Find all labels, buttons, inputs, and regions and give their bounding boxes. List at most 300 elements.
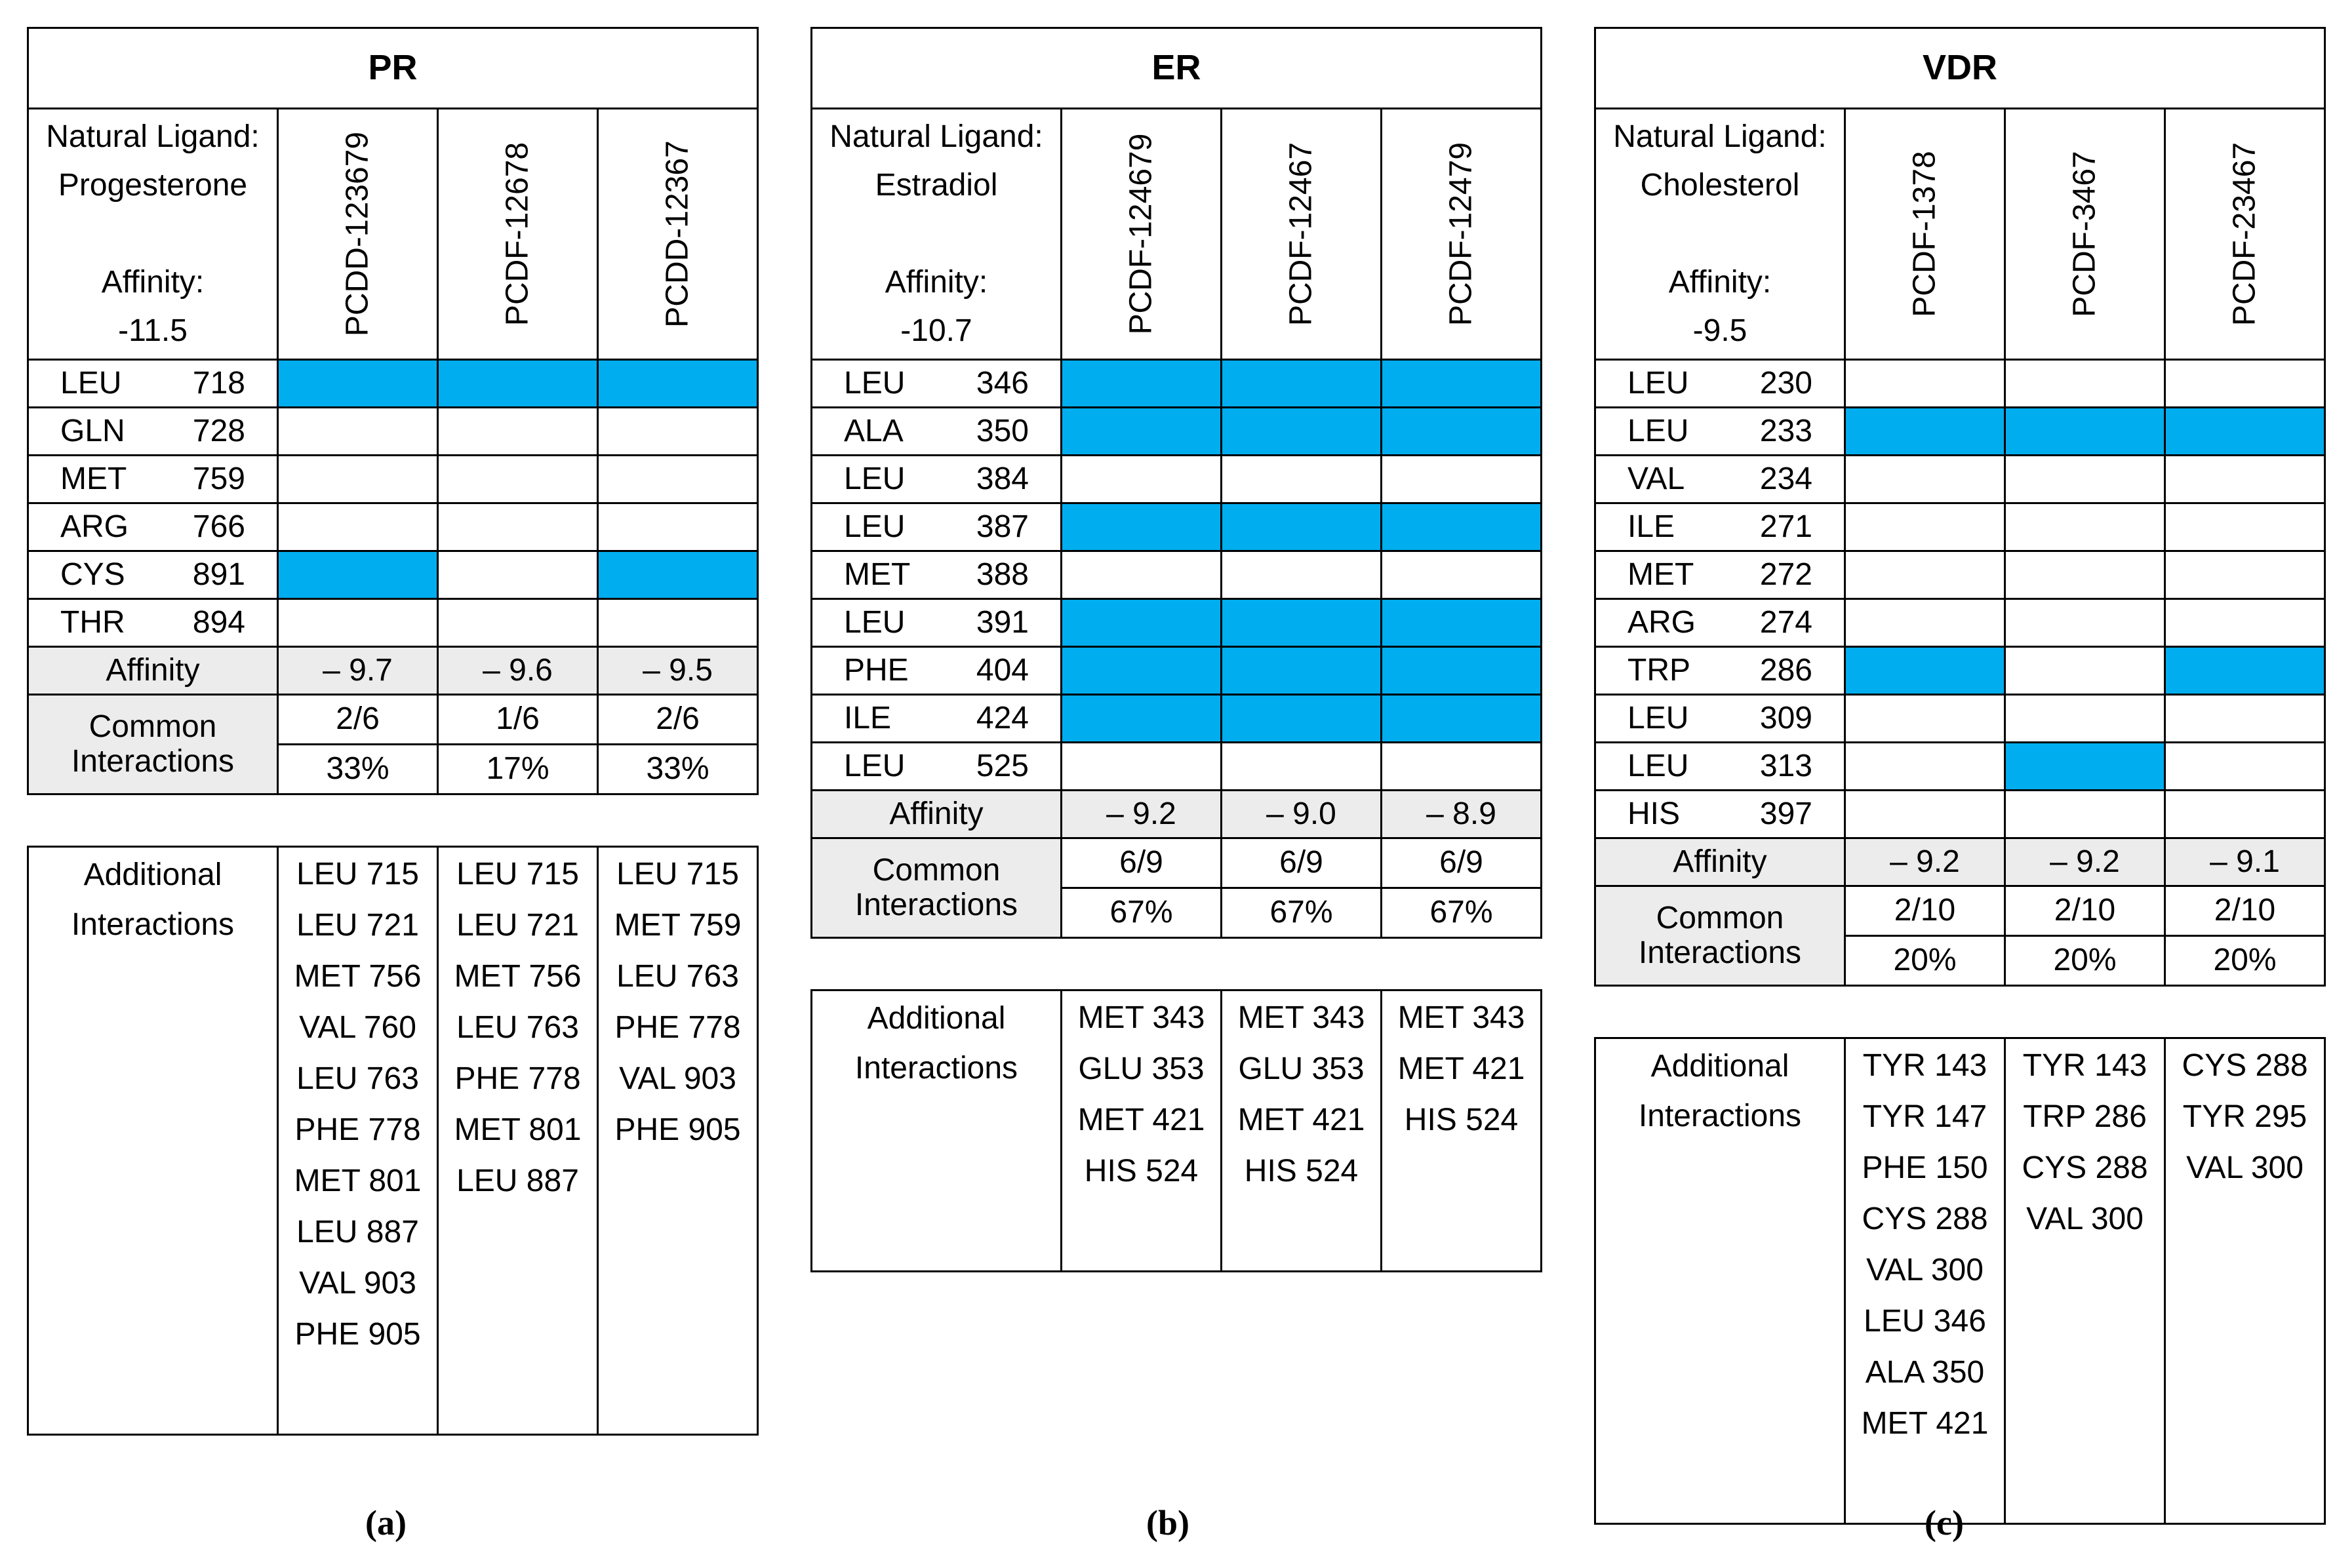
residue-number: 387 [976, 509, 1029, 544]
panel-er [810, 27, 1542, 1272]
residue-cell [1595, 791, 1845, 838]
interaction-empty-cell [2165, 360, 2325, 408]
residue-name: LEU [844, 509, 906, 544]
common-percent: 67% [1382, 888, 1542, 938]
compound-name: PCDF-1378 [1907, 151, 1942, 317]
additional-residue: LEU 763 [616, 959, 739, 994]
interaction-hit-cell [278, 360, 438, 408]
additional-list [598, 847, 758, 1435]
residue-name: LEU [60, 365, 122, 401]
natural-ligand-name: Estradiol [875, 168, 998, 203]
interaction-hit-cell [1062, 503, 1222, 551]
interaction-hit-cell [438, 360, 598, 408]
common-label-line-2: Interactions [1638, 935, 1802, 970]
residue-number: 718 [192, 365, 245, 401]
residue-name: ILE [1627, 509, 1675, 544]
interaction-empty-cell [278, 503, 438, 551]
additional-residue: LEU 887 [296, 1215, 419, 1249]
additional-residue: MET 756 [454, 959, 582, 994]
ligand-affinity-value: -9.5 [1692, 313, 1747, 348]
residue-row [812, 503, 1542, 551]
residue-cell [1595, 743, 1845, 791]
interaction-empty-cell [1382, 743, 1542, 791]
residue-number: 234 [1759, 461, 1812, 496]
residue-cell [812, 408, 1062, 456]
interaction-empty-cell [598, 456, 758, 503]
residue-number: 350 [976, 413, 1029, 448]
interaction-empty-cell [1382, 456, 1542, 503]
residue-row [812, 743, 1542, 791]
natural-ligand-label: Natural Ligand: [829, 119, 1043, 154]
common-percent: 20% [2005, 936, 2165, 986]
common-interactions-label [1595, 886, 1845, 986]
common-percent: 20% [2165, 936, 2325, 986]
compound-header [1062, 109, 1222, 360]
residue-row [1595, 599, 2325, 647]
interaction-empty-cell [1845, 695, 2005, 743]
interaction-hit-cell [1382, 647, 1542, 695]
additional-table [810, 989, 1542, 1272]
compound-name: PCDF-12467 [1283, 142, 1319, 326]
residue-cell [812, 456, 1062, 503]
compound-name: PCDF-3467 [2067, 151, 2102, 317]
additional-residue: MET 801 [454, 1112, 582, 1147]
residue-row [1595, 408, 2325, 456]
residue-cell [812, 743, 1062, 791]
interaction-empty-cell [2165, 695, 2325, 743]
residue-row [1595, 743, 2325, 791]
residue-row [28, 551, 758, 599]
residue-row [812, 599, 1542, 647]
compound-name: PCDF-23467 [2227, 142, 2262, 326]
residue-name: LEU [844, 461, 906, 496]
interaction-empty-cell [2005, 503, 2165, 551]
residue-number: 309 [1759, 700, 1812, 735]
common-fraction: 6/9 [1062, 838, 1222, 888]
residue-name: ALA [844, 413, 904, 448]
common-fraction: 2/6 [598, 695, 758, 745]
residue-cell [28, 360, 278, 408]
interaction-hit-cell [1382, 695, 1542, 743]
compound-name: PCDF-12479 [1443, 142, 1479, 326]
additional-residue: MET 343 [1397, 1000, 1525, 1035]
residue-number: 728 [192, 413, 245, 448]
common-label-line-1: Common [89, 709, 217, 744]
additional-interactions-label [1595, 1038, 1845, 1524]
additional-residue: LEU 763 [296, 1061, 419, 1096]
residue-row [28, 456, 758, 503]
additional-residue: TYR 143 [2022, 1048, 2147, 1083]
natural-ligand-cell [1595, 109, 1845, 360]
additional-list [2005, 1038, 2165, 1524]
panel-title: PR [28, 28, 758, 109]
residue-cell [1595, 551, 1845, 599]
interaction-empty-cell [1222, 456, 1382, 503]
residue-cell [812, 599, 1062, 647]
additional-residue: PHE 905 [294, 1317, 421, 1352]
compound-name: PCDF-12678 [500, 142, 535, 326]
common-percent: 17% [438, 745, 598, 794]
residue-cell [812, 551, 1062, 599]
additional-residue: LEU 715 [456, 857, 579, 892]
additional-residue: VAL 903 [299, 1266, 416, 1301]
residue-row [1595, 647, 2325, 695]
natural-ligand-cell [812, 109, 1062, 360]
residue-cell [28, 599, 278, 647]
compound-name: PCDF-124679 [1123, 133, 1159, 335]
interaction-hit-cell [1222, 360, 1382, 408]
ligand-affinity-label: Affinity: [1668, 265, 1772, 300]
residue-number: 313 [1759, 748, 1812, 783]
residue-number: 384 [976, 461, 1029, 496]
compound-header [278, 109, 438, 360]
residue-cell [28, 456, 278, 503]
residue-name: CYS [60, 557, 125, 592]
residue-name: ARG [1627, 604, 1696, 640]
residue-row [28, 360, 758, 408]
additional-residue: CYS 288 [2022, 1150, 2148, 1185]
residue-cell [812, 503, 1062, 551]
additional-residue: LEU 346 [1864, 1304, 1986, 1339]
residue-name: LEU [1627, 700, 1689, 735]
compound-header [1382, 109, 1542, 360]
additional-label-line-2: Interactions [854, 1051, 1018, 1086]
residue-number: 274 [1759, 604, 1812, 640]
common-fraction: 2/10 [2005, 886, 2165, 936]
residue-number: 271 [1759, 509, 1812, 544]
additional-residue: MET 421 [1077, 1103, 1205, 1137]
interaction-hit-cell [1062, 408, 1222, 456]
residue-number: 894 [192, 604, 245, 640]
residue-number: 391 [976, 604, 1029, 640]
affinity-value: – 9.7 [278, 647, 438, 695]
interaction-empty-cell [2005, 791, 2165, 838]
interaction-hit-cell [2005, 408, 2165, 456]
residue-name: LEU [1627, 365, 1689, 401]
compound-header [1845, 109, 2005, 360]
common-percent: 33% [598, 745, 758, 794]
affinity-value: – 9.2 [2005, 838, 2165, 886]
common-fraction: 1/6 [438, 695, 598, 745]
interaction-hit-cell [1222, 503, 1382, 551]
residue-name: VAL [1627, 461, 1685, 496]
natural-ligand-cell [28, 109, 278, 360]
additional-residue: HIS 524 [1084, 1154, 1199, 1188]
residue-number: 346 [976, 365, 1029, 401]
residue-cell [1595, 647, 1845, 695]
residue-name: LEU [1627, 413, 1689, 448]
residue-cell [1595, 456, 1845, 503]
compound-header [598, 109, 758, 360]
affinity-value: – 9.1 [2165, 838, 2325, 886]
ligand-affinity-value: -10.7 [900, 313, 972, 348]
interaction-empty-cell [2165, 743, 2325, 791]
compound-header [2165, 109, 2325, 360]
residue-cell [812, 695, 1062, 743]
additional-residue: VAL 903 [619, 1061, 736, 1096]
residue-cell [1595, 503, 1845, 551]
interaction-hit-cell [2165, 647, 2325, 695]
main-table [810, 27, 1542, 939]
common-percent: 20% [1845, 936, 2005, 986]
residue-number: 388 [976, 557, 1029, 592]
interaction-empty-cell [1845, 503, 2005, 551]
additional-residue: MET 801 [294, 1164, 422, 1198]
residue-name: MET [60, 461, 127, 496]
affinity-row [812, 791, 1542, 838]
residue-cell [28, 408, 278, 456]
common-interactions-label [28, 695, 278, 794]
additional-residue: HIS 524 [1244, 1154, 1359, 1188]
panel-title: VDR [1595, 28, 2325, 109]
common-fraction-row [1595, 886, 2325, 936]
residue-name: HIS [1627, 796, 1681, 831]
interaction-empty-cell [598, 408, 758, 456]
common-label-line-1: Common [1656, 900, 1784, 935]
additional-residue: PHE 150 [1862, 1150, 1988, 1185]
residue-row [1595, 503, 2325, 551]
residue-row [812, 551, 1542, 599]
interaction-hit-cell [1062, 647, 1222, 695]
additional-residue: MET 343 [1077, 1000, 1205, 1035]
residue-number: 891 [192, 557, 245, 592]
additional-residue: ALA 350 [1865, 1355, 1985, 1390]
residue-name: GLN [60, 413, 125, 448]
interaction-hit-cell [598, 360, 758, 408]
common-fraction: 2/10 [2165, 886, 2325, 936]
residue-cell [812, 647, 1062, 695]
interaction-empty-cell [1845, 599, 2005, 647]
common-percent: 67% [1222, 888, 1382, 938]
interaction-empty-cell [2005, 647, 2165, 695]
main-table [27, 27, 759, 795]
residue-number: 525 [976, 748, 1029, 783]
interaction-hit-cell [1382, 599, 1542, 647]
common-label-line-1: Common [872, 852, 1001, 888]
residue-row [812, 408, 1542, 456]
residue-row [812, 456, 1542, 503]
additional-residue: CYS 288 [1862, 1202, 1988, 1236]
ligand-affinity-value: -11.5 [118, 313, 188, 348]
additional-label-line-1: Additional [1650, 1049, 1789, 1084]
additional-residue: LEU 715 [616, 857, 739, 892]
affinity-row-label: Affinity [28, 647, 278, 695]
additional-residue: GLU 353 [1238, 1051, 1365, 1086]
main-table [1594, 27, 2326, 987]
interaction-hit-cell [1382, 408, 1542, 456]
interaction-empty-cell [1382, 551, 1542, 599]
affinity-value: – 9.2 [1845, 838, 2005, 886]
residue-name: MET [844, 557, 911, 592]
residue-name: PHE [844, 652, 909, 688]
interaction-hit-cell [598, 551, 758, 599]
additional-interactions-label [812, 990, 1062, 1272]
additional-residue: LEU 715 [296, 857, 419, 892]
residue-name: THR [60, 604, 125, 640]
residue-row [1595, 360, 2325, 408]
interaction-empty-cell [438, 503, 598, 551]
residue-row [1595, 456, 2325, 503]
additional-table [27, 846, 759, 1436]
additional-residue: PHE 778 [614, 1010, 741, 1045]
interaction-empty-cell [438, 408, 598, 456]
residue-cell [1595, 408, 1845, 456]
common-label-line-2: Interactions [854, 887, 1018, 922]
panel-title: ER [812, 28, 1542, 109]
additional-residue: PHE 905 [614, 1112, 741, 1147]
residue-row [812, 695, 1542, 743]
additional-table [1594, 1037, 2326, 1525]
common-fraction: 2/6 [278, 695, 438, 745]
affinity-value: – 8.9 [1382, 791, 1542, 838]
affinity-value: – 9.5 [598, 647, 758, 695]
residue-name: TRP [1627, 652, 1690, 688]
interaction-empty-cell [2005, 360, 2165, 408]
additional-residue: LEU 721 [456, 908, 579, 943]
interaction-empty-cell [2005, 695, 2165, 743]
residue-number: 397 [1759, 796, 1812, 831]
additional-residue: LEU 887 [456, 1164, 579, 1198]
interaction-hit-cell [1382, 360, 1542, 408]
residue-row [28, 599, 758, 647]
additional-residue: LEU 721 [296, 908, 419, 943]
residue-name: LEU [844, 365, 906, 401]
interaction-empty-cell [1222, 551, 1382, 599]
additional-residue: MET 421 [1237, 1103, 1365, 1137]
residue-row [812, 360, 1542, 408]
interaction-empty-cell [2165, 503, 2325, 551]
additional-list [1062, 990, 1222, 1272]
additional-residue: MET 756 [294, 959, 422, 994]
additional-residue: VAL 300 [2186, 1150, 2304, 1185]
compound-header [1222, 109, 1382, 360]
interaction-empty-cell [438, 456, 598, 503]
common-interactions-label [812, 838, 1062, 938]
additional-list [278, 847, 438, 1435]
residue-name: LEU [844, 748, 906, 783]
additional-residue: MET 421 [1397, 1051, 1525, 1086]
affinity-value: – 9.2 [1062, 791, 1222, 838]
additional-residue: MET 343 [1237, 1000, 1365, 1035]
additional-residue: HIS 524 [1404, 1103, 1519, 1137]
additional-residue: PHE 778 [294, 1112, 421, 1147]
interaction-empty-cell [2005, 599, 2165, 647]
residue-row [1595, 695, 2325, 743]
additional-residue: MET 421 [1861, 1406, 1989, 1441]
interaction-empty-cell [1062, 456, 1222, 503]
natural-ligand-label: Natural Ligand: [1613, 119, 1827, 154]
interaction-empty-cell [278, 408, 438, 456]
interaction-empty-cell [1062, 551, 1222, 599]
residue-name: ARG [60, 509, 129, 544]
interaction-empty-cell [2165, 599, 2325, 647]
residue-number: 233 [1759, 413, 1812, 448]
compound-header [2005, 109, 2165, 360]
residue-number: 424 [976, 700, 1029, 735]
affinity-value: – 9.6 [438, 647, 598, 695]
residue-name: MET [1627, 557, 1694, 592]
affinity-value: – 9.0 [1222, 791, 1382, 838]
residue-name: LEU [1627, 748, 1689, 783]
residue-number: 272 [1759, 557, 1812, 592]
interaction-empty-cell [1845, 360, 2005, 408]
residue-number: 759 [192, 461, 245, 496]
interaction-empty-cell [278, 456, 438, 503]
interaction-empty-cell [1845, 551, 2005, 599]
common-percent: 67% [1062, 888, 1222, 938]
affinity-row-label: Affinity [1595, 838, 1845, 886]
additional-label-line-1: Additional [83, 857, 222, 892]
additional-residue: LEU 763 [456, 1010, 579, 1045]
compound-header [438, 109, 598, 360]
interaction-empty-cell [2165, 551, 2325, 599]
interaction-empty-cell [598, 599, 758, 647]
residue-row [28, 503, 758, 551]
residue-name: LEU [844, 604, 906, 640]
residue-row [1595, 791, 2325, 838]
interaction-hit-cell [1062, 360, 1222, 408]
common-percent: 33% [278, 745, 438, 794]
additional-residue: VAL 300 [2026, 1202, 2144, 1236]
additional-list [1382, 990, 1542, 1272]
interaction-hit-cell [2005, 743, 2165, 791]
common-label-line-2: Interactions [71, 743, 235, 779]
additional-residue: VAL 760 [299, 1010, 416, 1045]
residue-number: 766 [192, 509, 245, 544]
interaction-hit-cell [1845, 408, 2005, 456]
panel-vdr [1594, 27, 2326, 1525]
common-fraction-row [812, 838, 1542, 888]
interaction-empty-cell [1845, 456, 2005, 503]
common-fraction: 6/9 [1382, 838, 1542, 888]
residue-number: 404 [976, 652, 1029, 688]
common-fraction-row [28, 695, 758, 745]
additional-list [438, 847, 598, 1435]
additional-residue: GLU 353 [1078, 1051, 1205, 1086]
ligand-affinity-label: Affinity: [885, 265, 988, 300]
affinity-row [28, 647, 758, 695]
interaction-empty-cell [1845, 791, 2005, 838]
additional-residue: TYR 147 [1862, 1099, 1987, 1134]
interaction-empty-cell [2165, 791, 2325, 838]
residue-name: ILE [844, 700, 892, 735]
interaction-empty-cell [2005, 456, 2165, 503]
interaction-empty-cell [2005, 551, 2165, 599]
residue-cell [1595, 599, 1845, 647]
additional-residue: TYR 143 [1862, 1048, 1987, 1083]
interaction-empty-cell [1845, 743, 2005, 791]
affinity-row-label: Affinity [812, 791, 1062, 838]
interaction-hit-cell [2165, 408, 2325, 456]
natural-ligand-name: Progesterone [58, 168, 248, 203]
caption-c: (c) [1925, 1503, 1964, 1542]
residue-row [1595, 551, 2325, 599]
compound-name: PCDD-12367 [660, 140, 695, 328]
additional-residue: CYS 288 [2182, 1048, 2308, 1083]
interaction-empty-cell [598, 503, 758, 551]
natural-ligand-label: Natural Ligand: [46, 119, 260, 154]
residue-number: 286 [1759, 652, 1812, 688]
residue-cell [1595, 360, 1845, 408]
additional-residue: VAL 300 [1866, 1253, 1984, 1287]
interaction-hit-cell [1222, 647, 1382, 695]
residue-cell [28, 551, 278, 599]
additional-residue: TYR 295 [2182, 1099, 2307, 1134]
common-fraction: 6/9 [1222, 838, 1382, 888]
ligand-affinity-label: Affinity: [101, 265, 205, 300]
interaction-hit-cell [1062, 599, 1222, 647]
interaction-hit-cell [1222, 599, 1382, 647]
